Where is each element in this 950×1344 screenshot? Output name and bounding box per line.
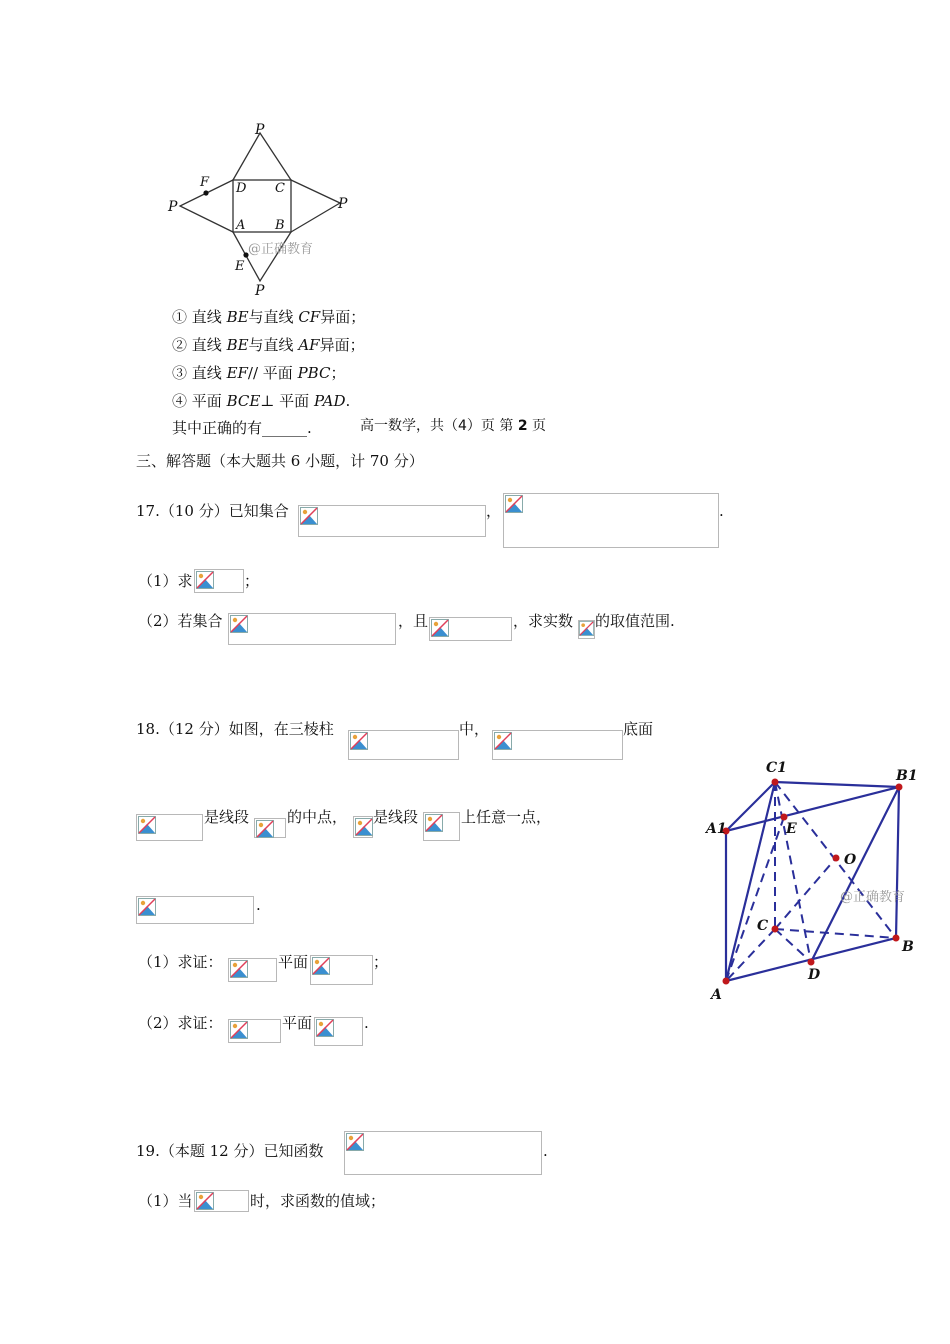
triangle-right (291, 180, 340, 232)
formula-image (194, 569, 244, 593)
q17-part2-suffix: 的取值范围. (595, 612, 675, 630)
q17-part2-prefix: （2）若集合 (138, 612, 223, 630)
q18-part1-prefix: （1）求证： (138, 953, 223, 971)
formula-image (228, 958, 277, 982)
formula-image (136, 814, 203, 841)
q17-part1-prefix: （1）求 (138, 572, 193, 590)
label-e: E (786, 821, 797, 837)
q17-part1-suffix: ； (244, 572, 260, 590)
formula-image (503, 493, 719, 548)
watermark: @正确教育 (840, 890, 906, 905)
q17-period: . (719, 502, 724, 520)
statement-1: ① 直线 BE与直线 CF异面； (172, 308, 366, 326)
section-heading: 三、解答题（本大题共 6 小题，计 70 分） (136, 452, 424, 470)
broken-image-icon (230, 1021, 248, 1039)
q18-part1-mid: 平面 (278, 953, 309, 971)
broken-image-icon (256, 820, 274, 838)
edge (726, 787, 899, 831)
broken-image-icon (196, 571, 214, 589)
q18-part2-suffix: . (364, 1014, 369, 1032)
statement-4: ④ 平面 BCE⊥ 平面 PAD. (172, 392, 351, 410)
hidden-edge (726, 817, 784, 981)
q17-comma: ， (486, 502, 502, 520)
label-b: B (275, 218, 285, 233)
broken-image-icon (196, 1192, 214, 1210)
q17-stem: 17.（10 分）已知集合 (136, 502, 289, 520)
point-a (723, 978, 730, 985)
q18-part2-mid: 平面 (282, 1014, 313, 1032)
formula-image (228, 1019, 281, 1043)
broken-image-icon (312, 957, 330, 975)
hidden-edge (775, 929, 896, 938)
q18-line2-d: 上任意一点， (461, 808, 552, 826)
broken-image-icon (425, 814, 443, 832)
formula-image (254, 818, 286, 838)
q18-line2-a: 是线段 (204, 808, 250, 826)
q17-part2-mid2: ，求实数 (513, 612, 574, 630)
q18-line3-end: . (256, 896, 261, 914)
label-p-bottom: P (255, 283, 265, 298)
edge (896, 787, 899, 938)
q19-stem: 19.（本题 12 分）已知函数 (136, 1142, 324, 1160)
statement-3: ③ 直线 EF// 平面 PBC； (172, 364, 346, 382)
formula-image (298, 505, 486, 537)
label-b: B (902, 939, 914, 955)
broken-image-icon (230, 615, 248, 633)
watermark: @正确教育 (248, 242, 314, 257)
broken-image-icon (579, 621, 594, 636)
pyramid-net-figure (160, 118, 360, 298)
point-b1 (896, 784, 903, 791)
label-f: F (200, 175, 210, 190)
formula-image (578, 620, 595, 639)
broken-image-icon (316, 1019, 334, 1037)
formula-image (353, 816, 373, 838)
point-o (833, 855, 840, 862)
edge (775, 782, 899, 787)
point-e (781, 814, 788, 821)
hidden-edge (775, 858, 836, 929)
broken-image-icon (350, 732, 368, 750)
point-d (808, 959, 815, 966)
broken-image-icon (138, 816, 156, 834)
point-c1 (772, 779, 779, 786)
formula-image (492, 730, 623, 760)
prism-figure (700, 755, 925, 1005)
label-e: E (235, 259, 245, 274)
broken-image-icon (300, 507, 318, 525)
label-o: O (844, 852, 857, 868)
page-footer: 高一数学，共（4）页 第 2 页 (360, 418, 547, 434)
label-p-top: P (255, 122, 265, 138)
q18-part1-suffix: ； (373, 953, 389, 971)
label-c1: C1 (766, 760, 787, 776)
formula-image (136, 896, 254, 924)
q19-part1-prefix: （1）当 (138, 1192, 193, 1210)
edge (726, 782, 775, 981)
formula-image (310, 955, 373, 985)
formula-image (423, 812, 460, 841)
label-a: A (236, 218, 246, 233)
broken-image-icon (494, 732, 512, 750)
broken-image-icon (355, 818, 373, 836)
q18-part2-prefix: （2）求证： (138, 1014, 223, 1032)
label-d: D (236, 181, 247, 196)
label-a: A (711, 987, 722, 1003)
q18-line2-b: 的中点， (287, 808, 348, 826)
label-c: C (275, 181, 285, 196)
triangle-top (233, 133, 291, 180)
formula-image (348, 730, 459, 760)
q17-part2-mid: ，且 (398, 612, 429, 630)
formula-image (194, 1190, 249, 1212)
q19-part1-suffix: 时，求函数的值域； (250, 1192, 386, 1210)
label-p-right: P (338, 196, 348, 212)
point-c (772, 926, 779, 933)
statement-2: ② 直线 BE与直线 AF异面； (172, 336, 365, 354)
point-f (203, 190, 208, 195)
broken-image-icon (431, 619, 449, 637)
broken-image-icon (346, 1133, 364, 1151)
q18-mid2: 底面 (623, 720, 654, 738)
q18-line2-c: 是线段 (373, 808, 419, 826)
label-b1: B1 (896, 768, 918, 784)
label-c: C (757, 918, 769, 934)
broken-image-icon (230, 960, 248, 978)
formula-image (344, 1131, 542, 1175)
point-b (893, 935, 900, 942)
formula-image (228, 613, 396, 645)
q19-period: . (543, 1142, 548, 1160)
label-a1: A1 (706, 821, 727, 837)
formula-image (314, 1017, 363, 1046)
answer-line: 其中正确的有______. (172, 419, 312, 437)
broken-image-icon (138, 898, 156, 916)
q18-mid1: 中， (459, 720, 490, 738)
label-d: D (808, 967, 821, 983)
formula-image (429, 617, 512, 641)
q18-stem: 18.（12 分）如图，在三棱柱 (136, 720, 334, 738)
label-p-left: P (168, 199, 178, 215)
broken-image-icon (505, 495, 523, 513)
